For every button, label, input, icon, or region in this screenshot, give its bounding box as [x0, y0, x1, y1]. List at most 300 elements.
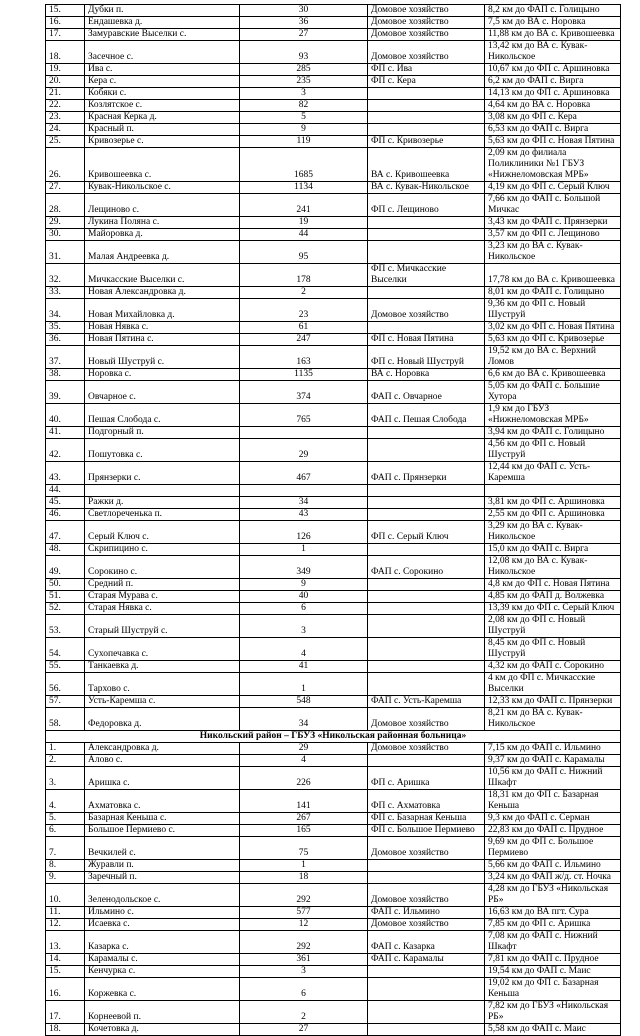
- settlement-name: Скрипицино с.: [85, 544, 240, 556]
- medical-facility: [368, 603, 485, 615]
- settlement-name: Майоровка д.: [85, 229, 240, 241]
- distance-to-facility: 3,57 км до ФП с. Лещиново: [485, 229, 621, 241]
- settlement-name: Козлятское с.: [85, 100, 240, 112]
- population: 12: [240, 919, 368, 931]
- medical-facility: ФАП с. Карамалы: [368, 954, 485, 966]
- population: 61: [240, 322, 368, 334]
- medical-facility: ФАП с. Овчарное: [368, 381, 485, 404]
- table-row: [46, 100, 621, 112]
- table-row: [46, 182, 621, 194]
- distance-to-facility: 3,81 км до ФП с. Аршиновка: [485, 497, 621, 509]
- distance-to-facility: 9,37 км до ФАП с. Карамалы: [485, 755, 621, 767]
- population: 9: [240, 579, 368, 591]
- population: 292: [240, 931, 368, 954]
- population: 292: [240, 884, 368, 907]
- table-row: [46, 29, 621, 41]
- medical-facility: [368, 966, 485, 978]
- settlement-name: Кривошеевка с.: [85, 148, 240, 182]
- table-row: [46, 41, 621, 64]
- medical-facility: Домовое хозяйство: [368, 41, 485, 64]
- table-row: [46, 919, 621, 931]
- distance-to-facility: 3,24 км до ФАП ж/д. ст. Ночка: [485, 872, 621, 884]
- row-number: 37.: [46, 346, 85, 369]
- section-header-row: [46, 731, 621, 743]
- medical-facility: ФАП с. Усть-Каремша: [368, 696, 485, 708]
- settlement-name: Ражки д.: [85, 497, 240, 509]
- row-number: 1.: [46, 743, 85, 755]
- population: 3: [240, 615, 368, 638]
- table-row: [46, 346, 621, 369]
- settlement-name: Малая Андреевка д.: [85, 241, 240, 264]
- table-row: [46, 88, 621, 100]
- settlement-name: Сухопечавка с.: [85, 638, 240, 661]
- population: 5: [240, 112, 368, 124]
- table-row: [46, 264, 621, 287]
- population: 374: [240, 381, 368, 404]
- medical-facility: Домовое хозяйство: [368, 299, 485, 322]
- medical-facility: [368, 287, 485, 299]
- distance-to-facility: 6,2 км до ФАП с. Вирга: [485, 76, 621, 88]
- distance-to-facility: 5,66 км до ФАП с. Ильмино: [485, 860, 621, 872]
- row-number: 20.: [46, 76, 85, 88]
- medical-facility: ФП с. Кера: [368, 76, 485, 88]
- settlement-name: Казарка с.: [85, 931, 240, 954]
- settlement-name: Кривозерье с.: [85, 136, 240, 148]
- table-row: [46, 322, 621, 334]
- table-row: [46, 509, 621, 521]
- row-number: 15.: [46, 966, 85, 978]
- population: 765: [240, 404, 368, 427]
- row-number: 29.: [46, 217, 85, 229]
- distance-to-facility: 3,23 км до ВА с. Кувак-Никольское: [485, 241, 621, 264]
- settlement-name: Вечкилей с.: [85, 837, 240, 860]
- medical-facility: ФАП с. Сорокино: [368, 556, 485, 579]
- population: [240, 485, 368, 497]
- population: 29: [240, 743, 368, 755]
- distance-to-facility: 15,0 км до ФАП с. Вирга: [485, 544, 621, 556]
- row-number: 27.: [46, 182, 85, 194]
- row-number: 14.: [46, 954, 85, 966]
- distance-to-facility: 5,05 км до ФАП с. Большие Хутора: [485, 381, 621, 404]
- population: 3: [240, 966, 368, 978]
- population: 36: [240, 17, 368, 29]
- population: 165: [240, 825, 368, 837]
- table-row: [46, 907, 621, 919]
- distance-to-facility: 22,83 км до ФАП с. Прудное: [485, 825, 621, 837]
- medical-facility: ФП с. Базарная Кеньша: [368, 813, 485, 825]
- settlement-name: Норовка с.: [85, 369, 240, 381]
- medical-facility: [368, 1024, 485, 1036]
- row-number: 31.: [46, 241, 85, 264]
- table-row: [46, 813, 621, 825]
- distance-to-facility: 5,58 км до ФАП с. Маис: [485, 1024, 621, 1036]
- medical-facility: [368, 497, 485, 509]
- population: 6: [240, 603, 368, 615]
- settlement-name: Прянзерки с.: [85, 462, 240, 485]
- settlement-name: Дубки п.: [85, 5, 240, 17]
- distance-to-facility: 3,02 км до ФП с. Новая Пятина: [485, 322, 621, 334]
- table-row: [46, 872, 621, 884]
- settlement-name: Новый Шуструй с.: [85, 346, 240, 369]
- population: 247: [240, 334, 368, 346]
- distance-to-facility: 14,13 км до ФП с. Аршиновка: [485, 88, 621, 100]
- row-number: 2.: [46, 755, 85, 767]
- population: 27: [240, 1024, 368, 1036]
- table-row: [46, 638, 621, 661]
- row-number: 16.: [46, 978, 85, 1001]
- row-number: 16.: [46, 17, 85, 29]
- settlement-name: Танкаевка д.: [85, 661, 240, 673]
- population: 285: [240, 64, 368, 76]
- population: 226: [240, 767, 368, 790]
- table-row: [46, 148, 621, 182]
- table-row: [46, 767, 621, 790]
- settlement-name: Серый Ключ с.: [85, 521, 240, 544]
- settlement-name: Коржевка с.: [85, 978, 240, 1001]
- table-row: [46, 497, 621, 509]
- table-row: [46, 954, 621, 966]
- medical-facility: [368, 217, 485, 229]
- row-number: 32.: [46, 264, 85, 287]
- medical-facility: [368, 544, 485, 556]
- population: 40: [240, 591, 368, 603]
- settlements-document: [45, 4, 620, 1036]
- row-number: 33.: [46, 287, 85, 299]
- table-row: [46, 884, 621, 907]
- row-number: 23.: [46, 112, 85, 124]
- table-row: [46, 76, 621, 88]
- medical-facility: [368, 872, 485, 884]
- row-number: 17.: [46, 1001, 85, 1024]
- distance-to-facility: 4,56 км до ФП с. Новый Шуструй: [485, 439, 621, 462]
- medical-facility: Домовое хозяйство: [368, 29, 485, 41]
- distance-to-facility: [485, 485, 621, 497]
- row-number: 39.: [46, 381, 85, 404]
- table-row: [46, 485, 621, 497]
- population: 93: [240, 41, 368, 64]
- medical-facility: ФП с. Большое Пермиево: [368, 825, 485, 837]
- row-number: 18.: [46, 41, 85, 64]
- distance-to-facility: 10,67 км до ФП с. Аршиновка: [485, 64, 621, 76]
- distance-to-facility: 2,09 км до филиала Поликлиники №1 ГБУЗ «Нижнеломовская МРБ»: [485, 148, 621, 182]
- settlement-name: Красная Керка д.: [85, 112, 240, 124]
- population: 349: [240, 556, 368, 579]
- row-number: 24.: [46, 124, 85, 136]
- settlement-name: Исаевка с.: [85, 919, 240, 931]
- distance-to-facility: 16,63 км до ВА пгт. Сура: [485, 907, 621, 919]
- table-row: [46, 194, 621, 217]
- population: 23: [240, 299, 368, 322]
- medical-facility: ВА с. Кувак-Никольское: [368, 182, 485, 194]
- settlement-name: Тархово с.: [85, 673, 240, 696]
- medical-facility: ФАП с. Казарка: [368, 931, 485, 954]
- distance-to-facility: 4,32 км до ФАП с. Сорокино: [485, 661, 621, 673]
- medical-facility: [368, 427, 485, 439]
- table-row: [46, 369, 621, 381]
- table-row: [46, 287, 621, 299]
- distance-to-facility: 3,08 км до ФП с. Кера: [485, 112, 621, 124]
- distance-to-facility: 7,66 км до ФАП с. Большой Мичкас: [485, 194, 621, 217]
- medical-facility: ФП с. Мичкасские Выселки: [368, 264, 485, 287]
- row-number: 36.: [46, 334, 85, 346]
- population: 1135: [240, 369, 368, 381]
- population: 4: [240, 755, 368, 767]
- table-row: [46, 381, 621, 404]
- table-row: [46, 64, 621, 76]
- population: 1: [240, 544, 368, 556]
- distance-to-facility: 7,82 км до ГБУЗ «Никольская РБ»: [485, 1001, 621, 1024]
- row-number: 13.: [46, 931, 85, 954]
- row-number: 8.: [46, 860, 85, 872]
- medical-facility: ФП с. Ива: [368, 64, 485, 76]
- medical-facility: ВА с. Норовка: [368, 369, 485, 381]
- settlement-name: Ендашевка д.: [85, 17, 240, 29]
- medical-facility: [368, 439, 485, 462]
- population: 6: [240, 978, 368, 1001]
- table-row: [46, 1001, 621, 1024]
- distance-to-facility: 2,55 км до ФП с. Аршиновка: [485, 509, 621, 521]
- population: 82: [240, 100, 368, 112]
- settlement-name: Старый Шуструй с.: [85, 615, 240, 638]
- medical-facility: ФП с. Новая Пятина: [368, 334, 485, 346]
- table-row: [46, 439, 621, 462]
- population: 1: [240, 860, 368, 872]
- settlement-name: Заречный п.: [85, 872, 240, 884]
- settlement-name: Лукина Поляна с.: [85, 217, 240, 229]
- table-row: [46, 136, 621, 148]
- row-number: 25.: [46, 136, 85, 148]
- population: 4: [240, 638, 368, 661]
- population: 75: [240, 837, 368, 860]
- table-row: [46, 755, 621, 767]
- row-number: 22.: [46, 100, 85, 112]
- row-number: 10.: [46, 884, 85, 907]
- medical-facility: ФП с. Серый Ключ: [368, 521, 485, 544]
- distance-to-facility: 17,78 км до ВА с. Кривошеевка: [485, 264, 621, 287]
- medical-facility: ФП с. Аришка: [368, 767, 485, 790]
- table-row: [46, 825, 621, 837]
- row-number: 46.: [46, 509, 85, 521]
- row-number: 54.: [46, 638, 85, 661]
- row-number: 28.: [46, 194, 85, 217]
- row-number: 51.: [46, 591, 85, 603]
- medical-facility: [368, 579, 485, 591]
- row-number: 49.: [46, 556, 85, 579]
- settlement-name: Ахматовка с.: [85, 790, 240, 813]
- table-row: [46, 615, 621, 638]
- settlement-name: Кера с.: [85, 76, 240, 88]
- distance-to-facility: 9,69 км до ФП с. Большое Пермиево: [485, 837, 621, 860]
- medical-facility: Домовое хозяйство: [368, 884, 485, 907]
- distance-to-facility: 7,15 км до ФАП с. Ильмино: [485, 743, 621, 755]
- settlement-name: Новая Пятина с.: [85, 334, 240, 346]
- settlement-name: Светлореченька п.: [85, 509, 240, 521]
- medical-facility: [368, 88, 485, 100]
- medical-facility: [368, 860, 485, 872]
- distance-to-facility: 8,2 км до ФАП с. Голицыно: [485, 5, 621, 17]
- settlement-name: Ива с.: [85, 64, 240, 76]
- population: 19: [240, 217, 368, 229]
- population: 29: [240, 439, 368, 462]
- row-number: 44.: [46, 485, 85, 497]
- row-number: 58.: [46, 708, 85, 731]
- settlement-name: Кувак-Никольское с.: [85, 182, 240, 194]
- distance-to-facility: 9,3 км до ФАП с. Серман: [485, 813, 621, 825]
- population: 3: [240, 88, 368, 100]
- row-number: 18.: [46, 1024, 85, 1036]
- table-row: [46, 427, 621, 439]
- population: 178: [240, 264, 368, 287]
- row-number: 5.: [46, 813, 85, 825]
- settlement-name: Базарная Кеньша с.: [85, 813, 240, 825]
- population: 2: [240, 1001, 368, 1024]
- medical-facility: [368, 112, 485, 124]
- row-number: 12.: [46, 919, 85, 931]
- medical-facility: ФП с. Новый Шуструй: [368, 346, 485, 369]
- distance-to-facility: 8,01 км до ФАП с. Голицыно: [485, 287, 621, 299]
- population: 44: [240, 229, 368, 241]
- population: 41: [240, 661, 368, 673]
- distance-to-facility: 11,88 км до ВА с. Кривошеевка: [485, 29, 621, 41]
- table-row: [46, 217, 621, 229]
- population: 141: [240, 790, 368, 813]
- row-number: 35.: [46, 322, 85, 334]
- table-row: [46, 673, 621, 696]
- distance-to-facility: 19,52 км до ВА с. Верхний Ломов: [485, 346, 621, 369]
- table-row: [46, 404, 621, 427]
- distance-to-facility: 1,9 км до ГБУЗ «Нижнеломовская МРБ»: [485, 404, 621, 427]
- population: 9: [240, 124, 368, 136]
- settlement-name: Новая Михайловка д.: [85, 299, 240, 322]
- settlement-name: Усть-Каремша с.: [85, 696, 240, 708]
- population: 1: [240, 673, 368, 696]
- distance-to-facility: 4,85 км до ФАП д. Волжевка: [485, 591, 621, 603]
- medical-facility: Домовое хозяйство: [368, 837, 485, 860]
- medical-facility: ФАП с. Пешая Слобода: [368, 404, 485, 427]
- settlement-name: Кобяки с.: [85, 88, 240, 100]
- distance-to-facility: 13,39 км до ФП с. Серый Ключ: [485, 603, 621, 615]
- table-row: [46, 17, 621, 29]
- table-row: [46, 860, 621, 872]
- settlement-name: Кенчурка с.: [85, 966, 240, 978]
- distance-to-facility: 18,31 км до ФП с. Базарная Кеньша: [485, 790, 621, 813]
- distance-to-facility: 4,8 км до ФП с. Новая Пятина: [485, 579, 621, 591]
- distance-to-facility: 7,81 км до ФАП с. Прудное: [485, 954, 621, 966]
- settlement-name: Пешая Слобода с.: [85, 404, 240, 427]
- settlement-name: Ильмино с.: [85, 907, 240, 919]
- table-row: [46, 556, 621, 579]
- table-row: [46, 544, 621, 556]
- settlement-name: [85, 485, 240, 497]
- row-number: 11.: [46, 907, 85, 919]
- medical-facility: [368, 100, 485, 112]
- table-row: [46, 591, 621, 603]
- population: 241: [240, 194, 368, 217]
- settlement-name: Корнеевой п.: [85, 1001, 240, 1024]
- table-row: [46, 299, 621, 322]
- medical-facility: [368, 638, 485, 661]
- table-row: [46, 966, 621, 978]
- row-number: 53.: [46, 615, 85, 638]
- table-row: [46, 1024, 621, 1036]
- population: 548: [240, 696, 368, 708]
- table-row: [46, 931, 621, 954]
- settlement-name: Федоровка д.: [85, 708, 240, 731]
- distance-to-facility: 3,29 км до ВА с. Кувак-Никольское: [485, 521, 621, 544]
- table-row: [46, 229, 621, 241]
- settlement-name: Аришка с.: [85, 767, 240, 790]
- population: 2: [240, 287, 368, 299]
- population: 1134: [240, 182, 368, 194]
- settlement-name: Средний п.: [85, 579, 240, 591]
- table-row: [46, 790, 621, 813]
- distance-to-facility: 8,45 км до ФП с. Новый Шуструй: [485, 638, 621, 661]
- distance-to-facility: 12,44 км до ФАП с. Усть-Каремша: [485, 462, 621, 485]
- medical-facility: ФП с. Кривозерье: [368, 136, 485, 148]
- row-number: 50.: [46, 579, 85, 591]
- medical-facility: [368, 229, 485, 241]
- settlement-name: Зеленодольское с.: [85, 884, 240, 907]
- section-title: Никольский район – ГБУЗ «Никольская районная больница»: [46, 731, 621, 743]
- population: [240, 427, 368, 439]
- population: 30: [240, 5, 368, 17]
- table-row: [46, 837, 621, 860]
- medical-facility: [368, 509, 485, 521]
- row-number: 48.: [46, 544, 85, 556]
- distance-to-facility: 7,08 км до ФАП с. Нижний Шкафт: [485, 931, 621, 954]
- row-number: 9.: [46, 872, 85, 884]
- row-number: 21.: [46, 88, 85, 100]
- medical-facility: Домовое хозяйство: [368, 708, 485, 731]
- population: 235: [240, 76, 368, 88]
- table-row: [46, 978, 621, 1001]
- population: 577: [240, 907, 368, 919]
- settlement-name: Замуравские Выселки с.: [85, 29, 240, 41]
- medical-facility: ФП с. Лещиново: [368, 194, 485, 217]
- distance-to-facility: 4,28 км до ГБУЗ «Никольская РБ»: [485, 884, 621, 907]
- settlement-name: Пошутовка с.: [85, 439, 240, 462]
- distance-to-facility: 7,85 км до ФП с. Аришка: [485, 919, 621, 931]
- population: 95: [240, 241, 368, 264]
- medical-facility: [368, 755, 485, 767]
- table-row: [46, 579, 621, 591]
- medical-facility: ВА с. Кривошеевка: [368, 148, 485, 182]
- distance-to-facility: 4,64 км до ВА с. Норовка: [485, 100, 621, 112]
- table-row: [46, 603, 621, 615]
- table-row: [46, 112, 621, 124]
- population: 34: [240, 497, 368, 509]
- distance-to-facility: 9,36 км до ФП с. Новый Шуструй: [485, 299, 621, 322]
- distance-to-facility: 4,19 км до ФП с. Серый Ключ: [485, 182, 621, 194]
- medical-facility: [368, 978, 485, 1001]
- medical-facility: [368, 1001, 485, 1024]
- distance-to-facility: 6,6 км до ВА с. Кривошеевка: [485, 369, 621, 381]
- row-number: 15.: [46, 5, 85, 17]
- settlement-name: Новая Нявка с.: [85, 322, 240, 334]
- row-number: 19.: [46, 64, 85, 76]
- table-row: [46, 743, 621, 755]
- population: 18: [240, 872, 368, 884]
- row-number: 17.: [46, 29, 85, 41]
- distance-to-facility: 12,08 км до ВА с. Кувак-Никольское: [485, 556, 621, 579]
- medical-facility: Домовое хозяйство: [368, 919, 485, 931]
- row-number: 7.: [46, 837, 85, 860]
- medical-facility: [368, 322, 485, 334]
- medical-facility: ФАП с. Прянзерки: [368, 462, 485, 485]
- distance-to-facility: 6,53 км до ФАП с. Вирга: [485, 124, 621, 136]
- population: 119: [240, 136, 368, 148]
- row-number: 45.: [46, 497, 85, 509]
